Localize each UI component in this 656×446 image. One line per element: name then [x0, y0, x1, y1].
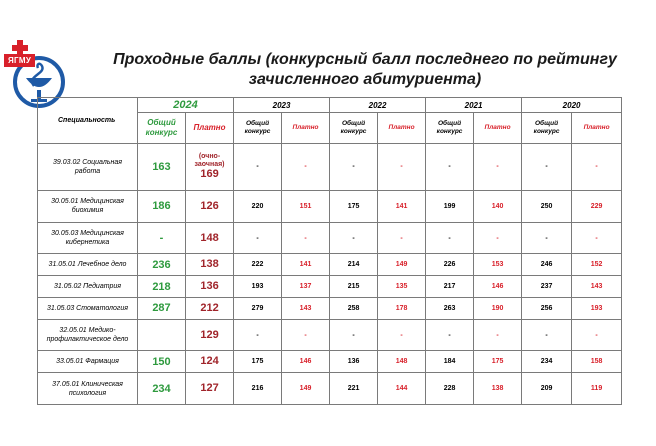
score-general: -: [234, 319, 282, 351]
specialty-header: Специальность: [38, 98, 138, 144]
score-2024-general: 218: [138, 276, 186, 298]
score-2024-paid: 136: [200, 280, 219, 293]
paid-header: Платно: [378, 113, 426, 144]
score-paid: 146: [474, 276, 522, 298]
score-paid: 146: [282, 351, 330, 373]
score-general: 279: [234, 297, 282, 319]
score-general: 263: [426, 297, 474, 319]
score-general: -: [234, 222, 282, 254]
score-paid: -: [474, 319, 522, 351]
score-2024-paid-cell: [186, 276, 234, 298]
year-header-2021: 2021: [426, 98, 522, 113]
score-2024-paid-cell: [186, 144, 234, 191]
logo-label: ЯГМУ: [4, 54, 35, 67]
table-row: [38, 373, 622, 405]
study-form-note: (очно-заочная): [194, 153, 225, 169]
score-general: -: [426, 319, 474, 351]
specialty-cell: 32.05.01 Медико-профилактическое дело: [38, 319, 138, 351]
general-competition-header: Общий конкурс: [426, 113, 474, 144]
paid-header: Платно: [282, 113, 330, 144]
score-general: 175: [330, 190, 378, 222]
score-2024-paid: 148: [200, 231, 219, 244]
score-general: 184: [426, 351, 474, 373]
score-general: 136: [330, 351, 378, 373]
score-paid: -: [572, 319, 622, 351]
year-header-2020: 2020: [522, 98, 622, 113]
general-competition-header: Общий конкурс: [138, 113, 186, 144]
score-2024-paid: 138: [200, 258, 219, 271]
specialty-cell: 31.05.02 Педиатрия: [38, 276, 138, 298]
score-paid: 148: [378, 351, 426, 373]
year-header-2023: 2023: [234, 98, 330, 113]
score-paid: 140: [474, 190, 522, 222]
score-paid: 137: [282, 276, 330, 298]
specialty-cell: 30.05.03 Медицинская кибернетика: [38, 222, 138, 254]
score-paid: 175: [474, 351, 522, 373]
paid-header: Платно: [186, 113, 234, 144]
score-paid: 144: [378, 373, 426, 405]
score-2024-paid-cell: [186, 373, 234, 405]
score-2024-paid-cell: [186, 222, 234, 254]
score-paid: -: [572, 222, 622, 254]
table-row: [38, 222, 622, 254]
score-general: 220: [234, 190, 282, 222]
score-general: 226: [426, 254, 474, 276]
score-general: 258: [330, 297, 378, 319]
score-2024-paid: 212: [200, 301, 219, 314]
score-paid: 153: [474, 254, 522, 276]
year-header-2022: 2022: [330, 98, 426, 113]
score-general: 221: [330, 373, 378, 405]
score-general: -: [522, 222, 572, 254]
table-body: [38, 144, 622, 405]
score-paid: -: [378, 319, 426, 351]
table-row: [38, 319, 622, 351]
score-general: 228: [426, 373, 474, 405]
score-paid: -: [282, 319, 330, 351]
table-row: [38, 351, 622, 373]
score-paid: 149: [282, 373, 330, 405]
paid-header: Платно: [474, 113, 522, 144]
score-2024-paid: 127: [200, 382, 219, 395]
table-row: [38, 144, 622, 191]
score-paid: 141: [378, 190, 426, 222]
score-paid: 135: [378, 276, 426, 298]
score-general: 216: [234, 373, 282, 405]
score-general: 214: [330, 254, 378, 276]
score-general: -: [234, 144, 282, 191]
table-row: [38, 254, 622, 276]
score-paid: 229: [572, 190, 622, 222]
score-2024-paid: 169: [200, 168, 219, 181]
score-2024-general: 150: [138, 351, 186, 373]
score-2024-general: 236: [138, 254, 186, 276]
score-general: 250: [522, 190, 572, 222]
year-header-2024: 2024: [138, 98, 234, 113]
score-general: -: [330, 222, 378, 254]
score-2024-general: [138, 319, 186, 351]
score-2024-general: 163: [138, 144, 186, 191]
score-paid: 149: [378, 254, 426, 276]
score-paid: -: [378, 222, 426, 254]
specialty-cell: 37.05.01 Клиническая психология: [38, 373, 138, 405]
specialty-cell: 31.05.01 Лечебное дело: [38, 254, 138, 276]
score-2024-paid-cell: [186, 351, 234, 373]
score-general: -: [330, 319, 378, 351]
score-2024-general: 234: [138, 373, 186, 405]
score-paid: 193: [572, 297, 622, 319]
specialty-cell: 33.05.01 Фармация: [38, 351, 138, 373]
passing-scores-table: [37, 97, 622, 405]
score-paid: 190: [474, 297, 522, 319]
score-2024-paid-cell: [186, 190, 234, 222]
score-2024-general: 287: [138, 297, 186, 319]
score-paid: 138: [474, 373, 522, 405]
score-general: 237: [522, 276, 572, 298]
score-2024-paid: 126: [200, 199, 219, 212]
score-2024-paid: 124: [200, 355, 219, 368]
general-competition-header: Общий конкурс: [234, 113, 282, 144]
score-general: -: [426, 222, 474, 254]
score-paid: 143: [572, 276, 622, 298]
score-general: 209: [522, 373, 572, 405]
score-paid: 141: [282, 254, 330, 276]
score-general: -: [330, 144, 378, 191]
specialty-cell: 31.05.03 Стоматология: [38, 297, 138, 319]
paid-header: Платно: [572, 113, 622, 144]
score-paid: -: [282, 144, 330, 191]
score-general: 175: [234, 351, 282, 373]
score-general: -: [522, 144, 572, 191]
score-general: 246: [522, 254, 572, 276]
score-general: -: [426, 144, 474, 191]
score-paid: -: [474, 222, 522, 254]
score-paid: 119: [572, 373, 622, 405]
score-general: 217: [426, 276, 474, 298]
score-2024-paid-cell: [186, 319, 234, 351]
score-general: 256: [522, 297, 572, 319]
year-header-row: [38, 98, 622, 113]
score-2024-general: 186: [138, 190, 186, 222]
score-general: 199: [426, 190, 474, 222]
score-general: 222: [234, 254, 282, 276]
score-general: -: [522, 319, 572, 351]
score-paid: -: [378, 144, 426, 191]
score-paid: 178: [378, 297, 426, 319]
score-paid: 151: [282, 190, 330, 222]
score-general: 215: [330, 276, 378, 298]
general-competition-header: Общий конкурс: [522, 113, 572, 144]
score-2024-general: -: [138, 222, 186, 254]
specialty-cell: 30.05.01 Медицинская биохимия: [38, 190, 138, 222]
score-paid: -: [474, 144, 522, 191]
table-row: [38, 276, 622, 298]
score-2024-paid-cell: [186, 254, 234, 276]
score-general: 234: [522, 351, 572, 373]
table-row: [38, 297, 622, 319]
score-paid: 158: [572, 351, 622, 373]
score-2024-paid: 129: [200, 328, 219, 341]
table-row: [38, 190, 622, 222]
score-paid: 152: [572, 254, 622, 276]
specialty-cell: 39.03.02 Социальная работа: [38, 144, 138, 191]
score-2024-paid-cell: [186, 297, 234, 319]
score-paid: -: [282, 222, 330, 254]
general-competition-header: Общий конкурс: [330, 113, 378, 144]
score-paid: 143: [282, 297, 330, 319]
page-title: Проходные баллы (конкурсный балл последнего по рейтингу зачисленного абитуриента): [113, 51, 617, 88]
score-paid: -: [572, 144, 622, 191]
score-general: 193: [234, 276, 282, 298]
